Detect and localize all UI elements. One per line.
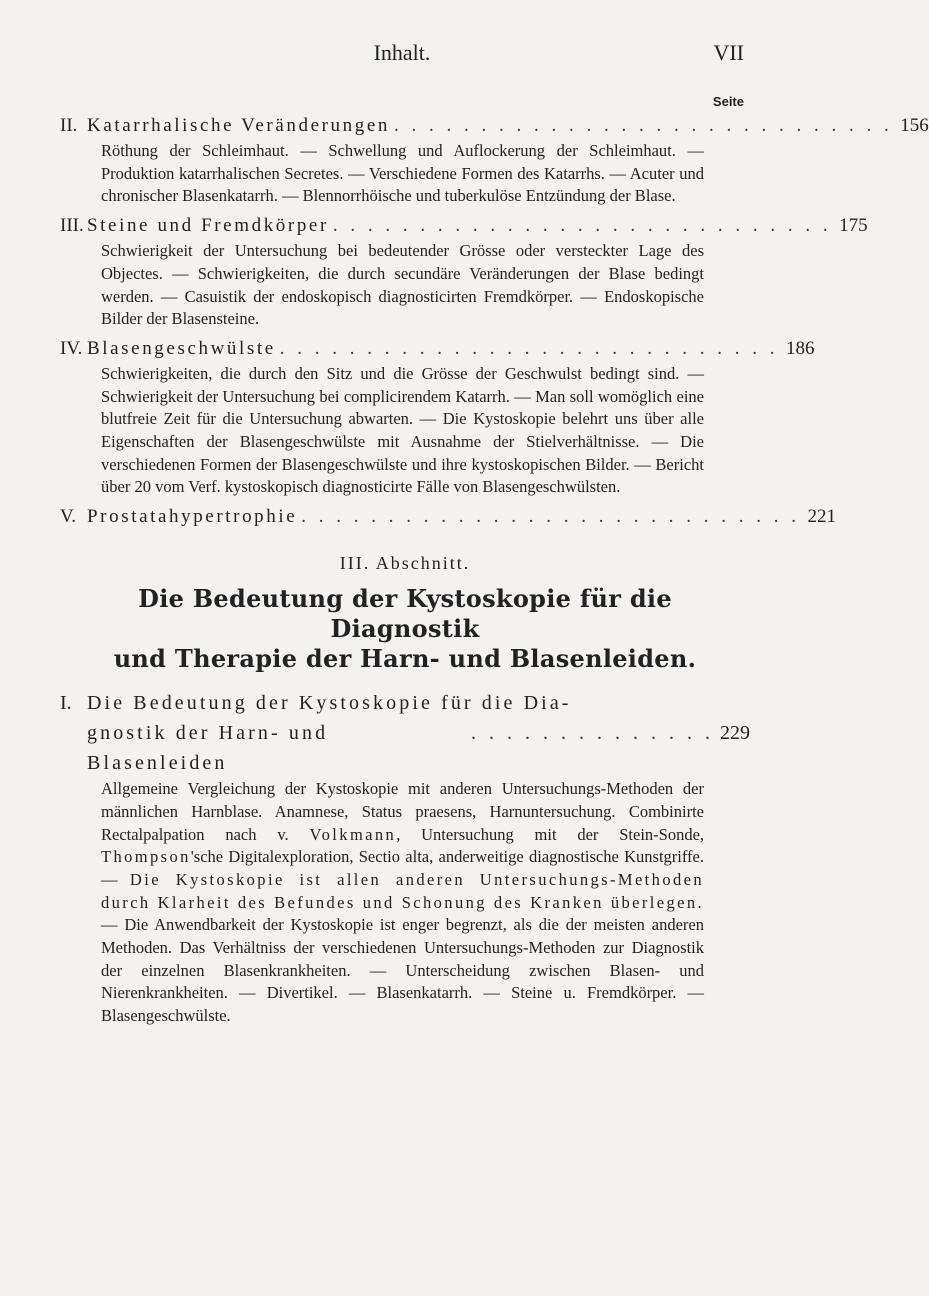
entry-title-line: Die Bedeutung der Kystoskopie für die Dia- [87,692,572,715]
entry-description [101,778,704,1028]
desc-text: , Untersuchung mit der Stein-Sonde, [396,824,705,844]
entry-page: 156 [900,115,929,136]
author-name: Volkmann [309,824,397,844]
entry-number: II. [60,115,78,136]
entry-description: Schwierigkeit der Untersuchung bei bedeutender Grösse oder versteckter Lage des Objectes. — Schwierigkeiten, die durch secundäre Veränderungen der Blase bedingt werden. — Casuistik der endoskopisch diagnosticirten Fremdkörper. — Endoskopische Bilder der Blasensteine. [101,241,704,329]
entry-page: 186 [786,337,815,359]
entry-title-line: gnostik der Harn- und Blasenleiden [87,722,329,775]
toc-entry-heading [60,335,815,363]
entry-title: Blasengeschwülste [87,337,276,359]
toc-entry-heading [60,503,837,531]
entry-title: Katarrhalische Veränderungen [87,115,390,136]
toc-entry [60,335,815,499]
desc-text: Allgemeine Vergleichung der Kystoskopie mit anderen Untersuchungs-Methoden der männlichen Harnblase. Anamnese, Status praesens, Harnuntersuchung. Combinirte Rectalpalpation nach v. [101,779,704,844]
entry-number: IV. [60,337,83,359]
entry-description: Schwierigkeiten, die durch den Sitz und die Grösse der Geschwulst bedingt sind. — Schwierigkeit der Untersuchung bei complicirendem Katarrh. — Man soll womöglich eine blutfreie Zeit für die Untersuchung abwarten. — Die Kystoskopie belehrt uns über alle Eigenschaften der Blasengeschwülste mit Ausnahme der Stielverhältnisse. — Die verschiedenen Formen der Blasengeschwülste und ihre kystoskopischen Bilder. — Bericht über 20 vom Verf. kystoskopisch diagnosticirte Fälle von Blasengeschwülsten. [101,363,704,497]
leader-dots: . . . . . . . . . . . . . . . . . . . . . . . . . . . . . [393,115,893,136]
entry-title: Prostatahypertrophie [87,506,298,528]
entry-number: V. [60,506,77,528]
part-heading: III. Abschnitt. [339,553,471,574]
toc-entry-heading [60,212,868,240]
entry-number: III. [60,215,84,237]
running-head [60,40,744,70]
desc-text: 'sche Digitalexploration, Sectio alta, anderweitige diagnostische Kunstgriffe. — [101,847,704,889]
toc-entry [60,212,868,331]
entry-description: Röthung der Schleimhaut. — Schwellung und Auflockerung der Schleimhaut. — Produktion katarrhalischen Secretes. — Verschiedene Formen des Katarrhs. — Acuter und chronischer Blasenkatarrh. — Blennorrhöische und tuberkulöse Entzündung der Blase. [101,141,704,206]
section-title [60,584,750,674]
leader-dots: . . . . . . . . . . . . . . . . . . . . . . . . . . . . . [332,215,832,237]
page-number: VII [713,40,744,65]
desc-text: — Die Anwendbarkeit der Kystoskopie ist enger begrenzt, als die der meisten anderen Methoden. Das Verhältniss der verschiedenen Untersuchungs-Methoden zur Diagnostik der einzelnen Blasenkrankheiten. — Unterscheidung zwischen Blasen- und Nierenkrankheiten. — Divertikel. — Blasenkatarrh. — Steine u. Fremdkörper. — Blasengeschwülste. [101,915,704,1026]
leader-dots: . . . . . . . . . . . . . . . . . . . . . . . . . . . . . [279,337,779,359]
running-head-title: Inhalt. [373,40,431,65]
entry-number: I. [60,692,72,715]
toc-content [60,112,929,1032]
leader-dots: . . . . . . . . . . . . . . [471,722,714,745]
section-title-line: Die Bedeutung der Kystoskopie für die Diagnostik [138,584,672,644]
toc-entry [60,503,837,531]
toc-entry [60,112,929,208]
entry-page: 175 [839,215,868,237]
entry-page: 229 [720,722,750,745]
toc-entry-heading [60,112,929,140]
toc-entry-heading [60,688,750,778]
entry-page: 221 [807,506,837,528]
entry-title: Steine und Fremdkörper [87,215,329,237]
author-name: Thompson [101,847,191,867]
toc-entry [60,688,750,1028]
emphasized-text: Die Kystoskopie ist allen anderen Untersuchungs-Methoden durch Klarheit des Befundes und Schonung des Kranken überlegen. [101,869,704,912]
page-column-label: Seite [712,94,744,109]
section-title-line: und Therapie der Harn- und Blasenleiden. [113,644,697,674]
leader-dots: . . . . . . . . . . . . . . . . . . . . . . . . . . . . . [301,506,801,528]
